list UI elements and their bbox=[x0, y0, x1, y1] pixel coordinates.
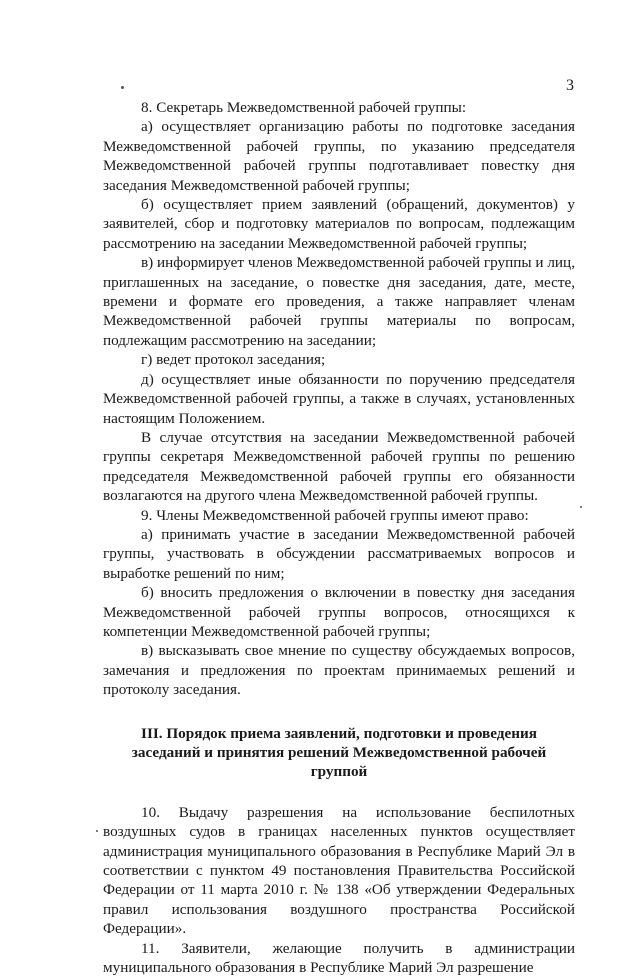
clause-8a: а) осуществляет организацию работы по подготовке заседания Межведомственной рабочей группы, по указанию председателя Межведомственной рабочей группы подготавливает повестку дня заседания Межведомственной рабочей группы; bbox=[103, 118, 575, 194]
clause-10: 10. Выдачу разрешения на использование беспилотных воздушных судов в границах населенных пунктов осуществляет администрация муниципального образования в Республике Марий Эл в соответствии с пунктом 49 постановления Правительства Российской Федерации от 11 марта 2010 г. № 138 «Об утверждении Федеральных правил использования воздушного пространства Российской Федерации». bbox=[103, 803, 575, 938]
clause-9v: в) высказывать свое мнение по существу обсуждаемых вопросов, замечания и предложения по проектам принимаемых решений и протоколу заседания. bbox=[103, 642, 575, 699]
clause-11: 11. Заявители, желающие получить в администрации муниципального образования в Республике Марий Эл разрешение bbox=[103, 939, 575, 977]
clause-8b: б) осуществляет прием заявлений (обращений, документов) у заявителей, сбор и подготовку материалов по вопросам, подлежащим рассмотрению на заседании Межведомственной рабочей группы; bbox=[103, 196, 575, 252]
section-3-heading bbox=[103, 724, 575, 782]
page-number: 3 bbox=[566, 77, 574, 94]
document-body bbox=[103, 98, 575, 977]
scan-speck bbox=[580, 506, 582, 508]
clause-8-absence: В случае отсутствия на заседании Межведомственной рабочей группы секретаря Межведомственной рабочей группы по решению председателя Межведомственной рабочей группы его обязанности возлагаются на другого члена Межведомственной рабочей группы. bbox=[103, 428, 575, 505]
clause-9b: б) вносить предложения о включении в повестку дня заседания Межведомственной рабочей группы вопросов, относящихся к компетенции Межведомственной рабочей группы; bbox=[103, 584, 575, 640]
clause-8-title: 8. Секретарь Межведомственной рабочей группы: bbox=[141, 99, 467, 116]
section-3-heading-line-2: заседаний и принятия решений Межведомственной рабочей группой bbox=[131, 744, 547, 781]
scan-speck bbox=[96, 830, 98, 832]
clause-8v: в) информирует членов Межведомственной рабочей группы и лиц, приглашенных на заседание, о повестке дня заседания, дате, месте, времени и формате его проведения, а также направляет членам Межведомственной рабочей группы материалы по вопросам, подлежащим рассмотрению на заседании; bbox=[103, 254, 575, 349]
clause-9a: а) принимать участие в заседании Межведомственной рабочей группы, участвовать в обсуждении рассматриваемых вопросов и выработке решений по ним; bbox=[103, 525, 575, 582]
scan-speck bbox=[121, 86, 124, 89]
clause-8g: г) ведет протокол заседания; bbox=[141, 351, 326, 369]
section-3-heading-line-1: III. Порядок приема заявлений, подготовки и проведения bbox=[141, 724, 537, 742]
clause-8d: д) осуществляет иные обязанности по поручению председателя Межведомственной рабочей группы, а также в случаях, установленных настоящим Положением. bbox=[103, 370, 575, 427]
clause-9-title: 9. Члены Межведомственной рабочей группы имеют право: bbox=[141, 506, 529, 524]
